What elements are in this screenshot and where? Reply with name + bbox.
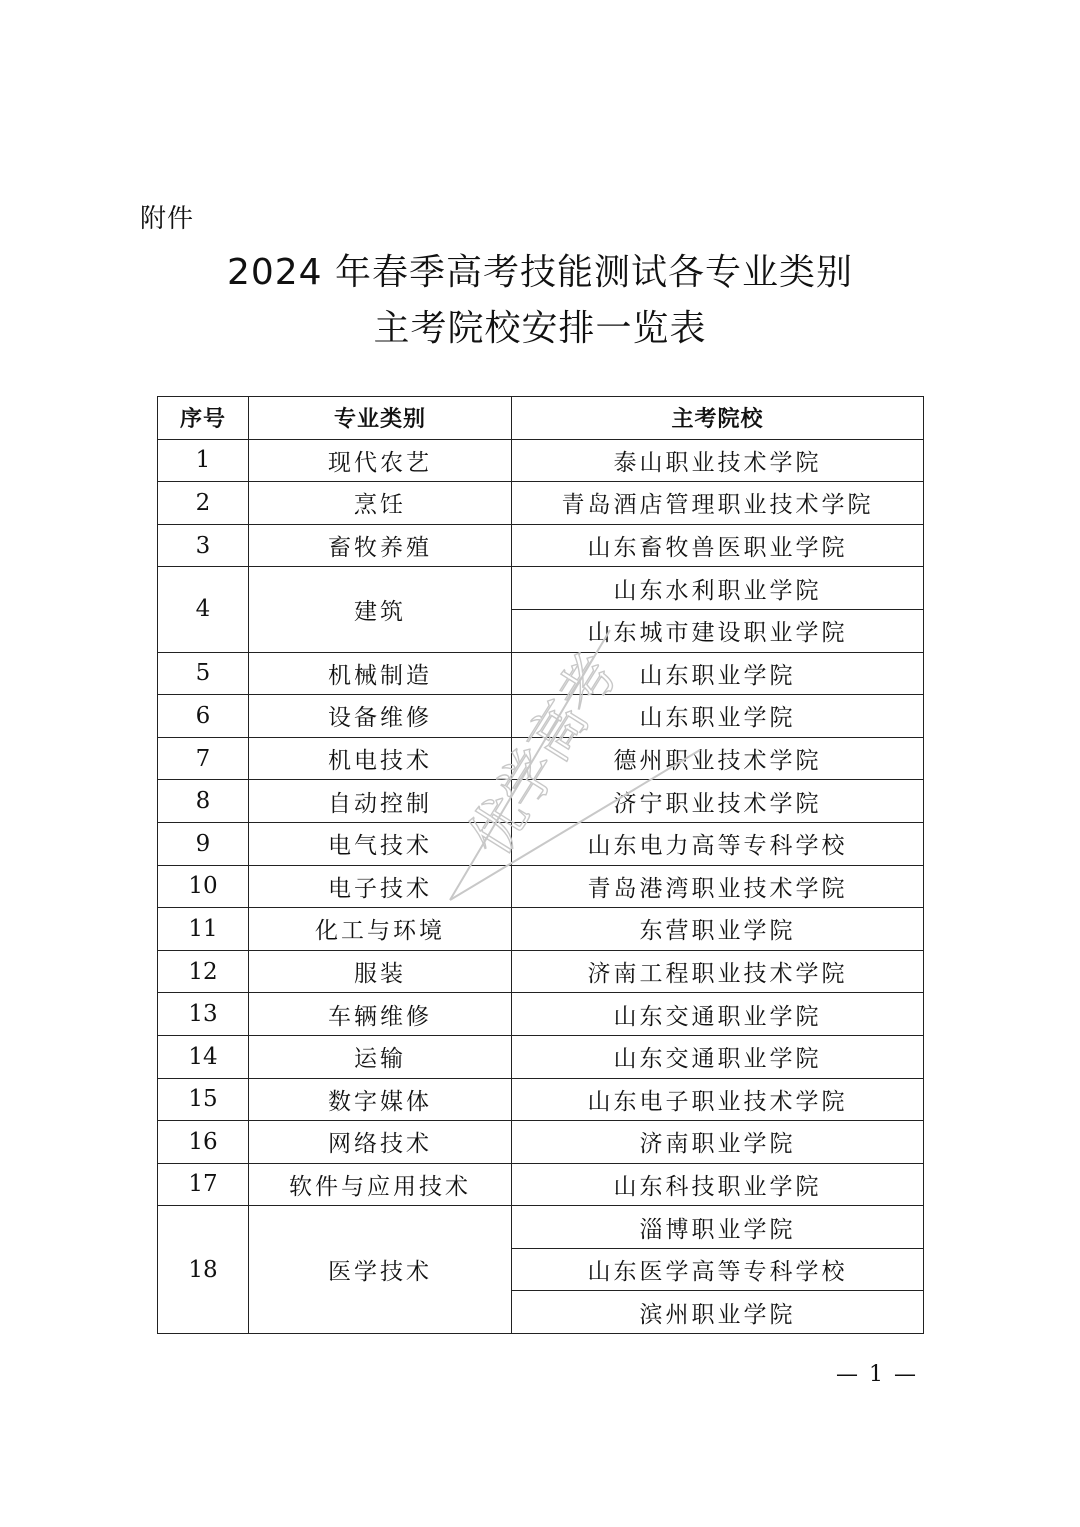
row-number: 18: [158, 1206, 249, 1334]
table-row: [158, 1078, 924, 1121]
table-row: [158, 908, 924, 951]
row-number: 7: [158, 737, 249, 780]
row-category: 机电技术: [249, 737, 512, 780]
row-category: 电子技术: [249, 865, 512, 908]
row-school: 山东城市建设职业学院: [512, 609, 924, 652]
table-row: [158, 652, 924, 695]
row-category: 现代农艺: [249, 439, 512, 482]
row-school: 山东职业学院: [512, 695, 924, 738]
row-school: 山东交通职业学院: [512, 993, 924, 1036]
row-school: 淄博职业学院: [512, 1206, 924, 1249]
row-school: 山东科技职业学院: [512, 1163, 924, 1206]
row-category: 畜牧养殖: [249, 524, 512, 567]
row-school: 山东交通职业学院: [512, 1035, 924, 1078]
row-category: 车辆维修: [249, 993, 512, 1036]
row-number: 8: [158, 780, 249, 823]
row-category: 电气技术: [249, 822, 512, 865]
watermark-text: 优学高考: [456, 643, 631, 868]
table-row: [158, 865, 924, 908]
row-school: 泰山职业技术学院: [512, 439, 924, 482]
row-number: 16: [158, 1121, 249, 1164]
row-category: 医学技术: [249, 1206, 512, 1334]
row-school: 滨州职业学院: [512, 1291, 924, 1334]
row-school: 山东医学高等专科学校: [512, 1248, 924, 1291]
row-number: 12: [158, 950, 249, 993]
table-row: [158, 567, 924, 610]
row-number: 6: [158, 695, 249, 738]
row-category: 网络技术: [249, 1121, 512, 1164]
header-number: 序号: [158, 397, 249, 440]
table-header-row: [158, 397, 924, 440]
row-school: 济宁职业技术学院: [512, 780, 924, 823]
table-body: [158, 439, 924, 1333]
page-title-line-2: 主考院校安排一览表: [373, 308, 707, 349]
row-category: 设备维修: [249, 695, 512, 738]
header-school: 主考院校: [512, 397, 924, 440]
row-number: 15: [158, 1078, 249, 1121]
row-number: 3: [158, 524, 249, 567]
row-number: 13: [158, 993, 249, 1036]
exam-schools-table: [157, 396, 924, 1334]
table-row: [158, 822, 924, 865]
row-school: 山东职业学院: [512, 652, 924, 695]
row-category: 建筑: [249, 567, 512, 652]
row-school: 山东水利职业学院: [512, 567, 924, 610]
row-category: 机械制造: [249, 652, 512, 695]
row-number: 9: [158, 822, 249, 865]
table-row: [158, 482, 924, 525]
row-number: 17: [158, 1163, 249, 1206]
row-number: 2: [158, 482, 249, 525]
row-school: 山东电力高等专科学校: [512, 822, 924, 865]
table-row: [158, 950, 924, 993]
row-school: 青岛酒店管理职业技术学院: [512, 482, 924, 525]
row-number: 5: [158, 652, 249, 695]
row-school: 山东电子职业技术学院: [512, 1078, 924, 1121]
table-row: [158, 695, 924, 738]
table-row: [158, 1121, 924, 1164]
row-number: 1: [158, 439, 249, 482]
attachment-label: 附件: [140, 204, 195, 234]
row-school: 济南工程职业技术学院: [512, 950, 924, 993]
row-school: 东营职业学院: [512, 908, 924, 951]
table-row: [158, 1206, 924, 1249]
row-category: 烹饪: [249, 482, 512, 525]
row-category: 自动控制: [249, 780, 512, 823]
row-category: 服装: [249, 950, 512, 993]
page-number: — 1 —: [836, 1362, 918, 1387]
row-number: 14: [158, 1035, 249, 1078]
row-category: 运输: [249, 1035, 512, 1078]
header-category: 专业类别: [249, 397, 512, 440]
table-row: [158, 524, 924, 567]
table-row: [158, 439, 924, 482]
row-category: 数字媒体: [249, 1078, 512, 1121]
row-school: 德州职业技术学院: [512, 737, 924, 780]
row-category: 化工与环境: [249, 908, 512, 951]
row-number: 10: [158, 865, 249, 908]
row-school: 青岛港湾职业技术学院: [512, 865, 924, 908]
table-row: [158, 1163, 924, 1206]
row-category: 软件与应用技术: [249, 1163, 512, 1206]
row-school: 山东畜牧兽医职业学院: [512, 524, 924, 567]
table-row: [158, 737, 924, 780]
row-school: 济南职业学院: [512, 1121, 924, 1164]
row-number: 11: [158, 908, 249, 951]
page-title-line-1: 2024 年春季高考技能测试各专业类别: [226, 252, 854, 293]
row-number: 4: [158, 567, 249, 652]
table-row: [158, 1035, 924, 1078]
table-row: [158, 780, 924, 823]
table-row: [158, 993, 924, 1036]
